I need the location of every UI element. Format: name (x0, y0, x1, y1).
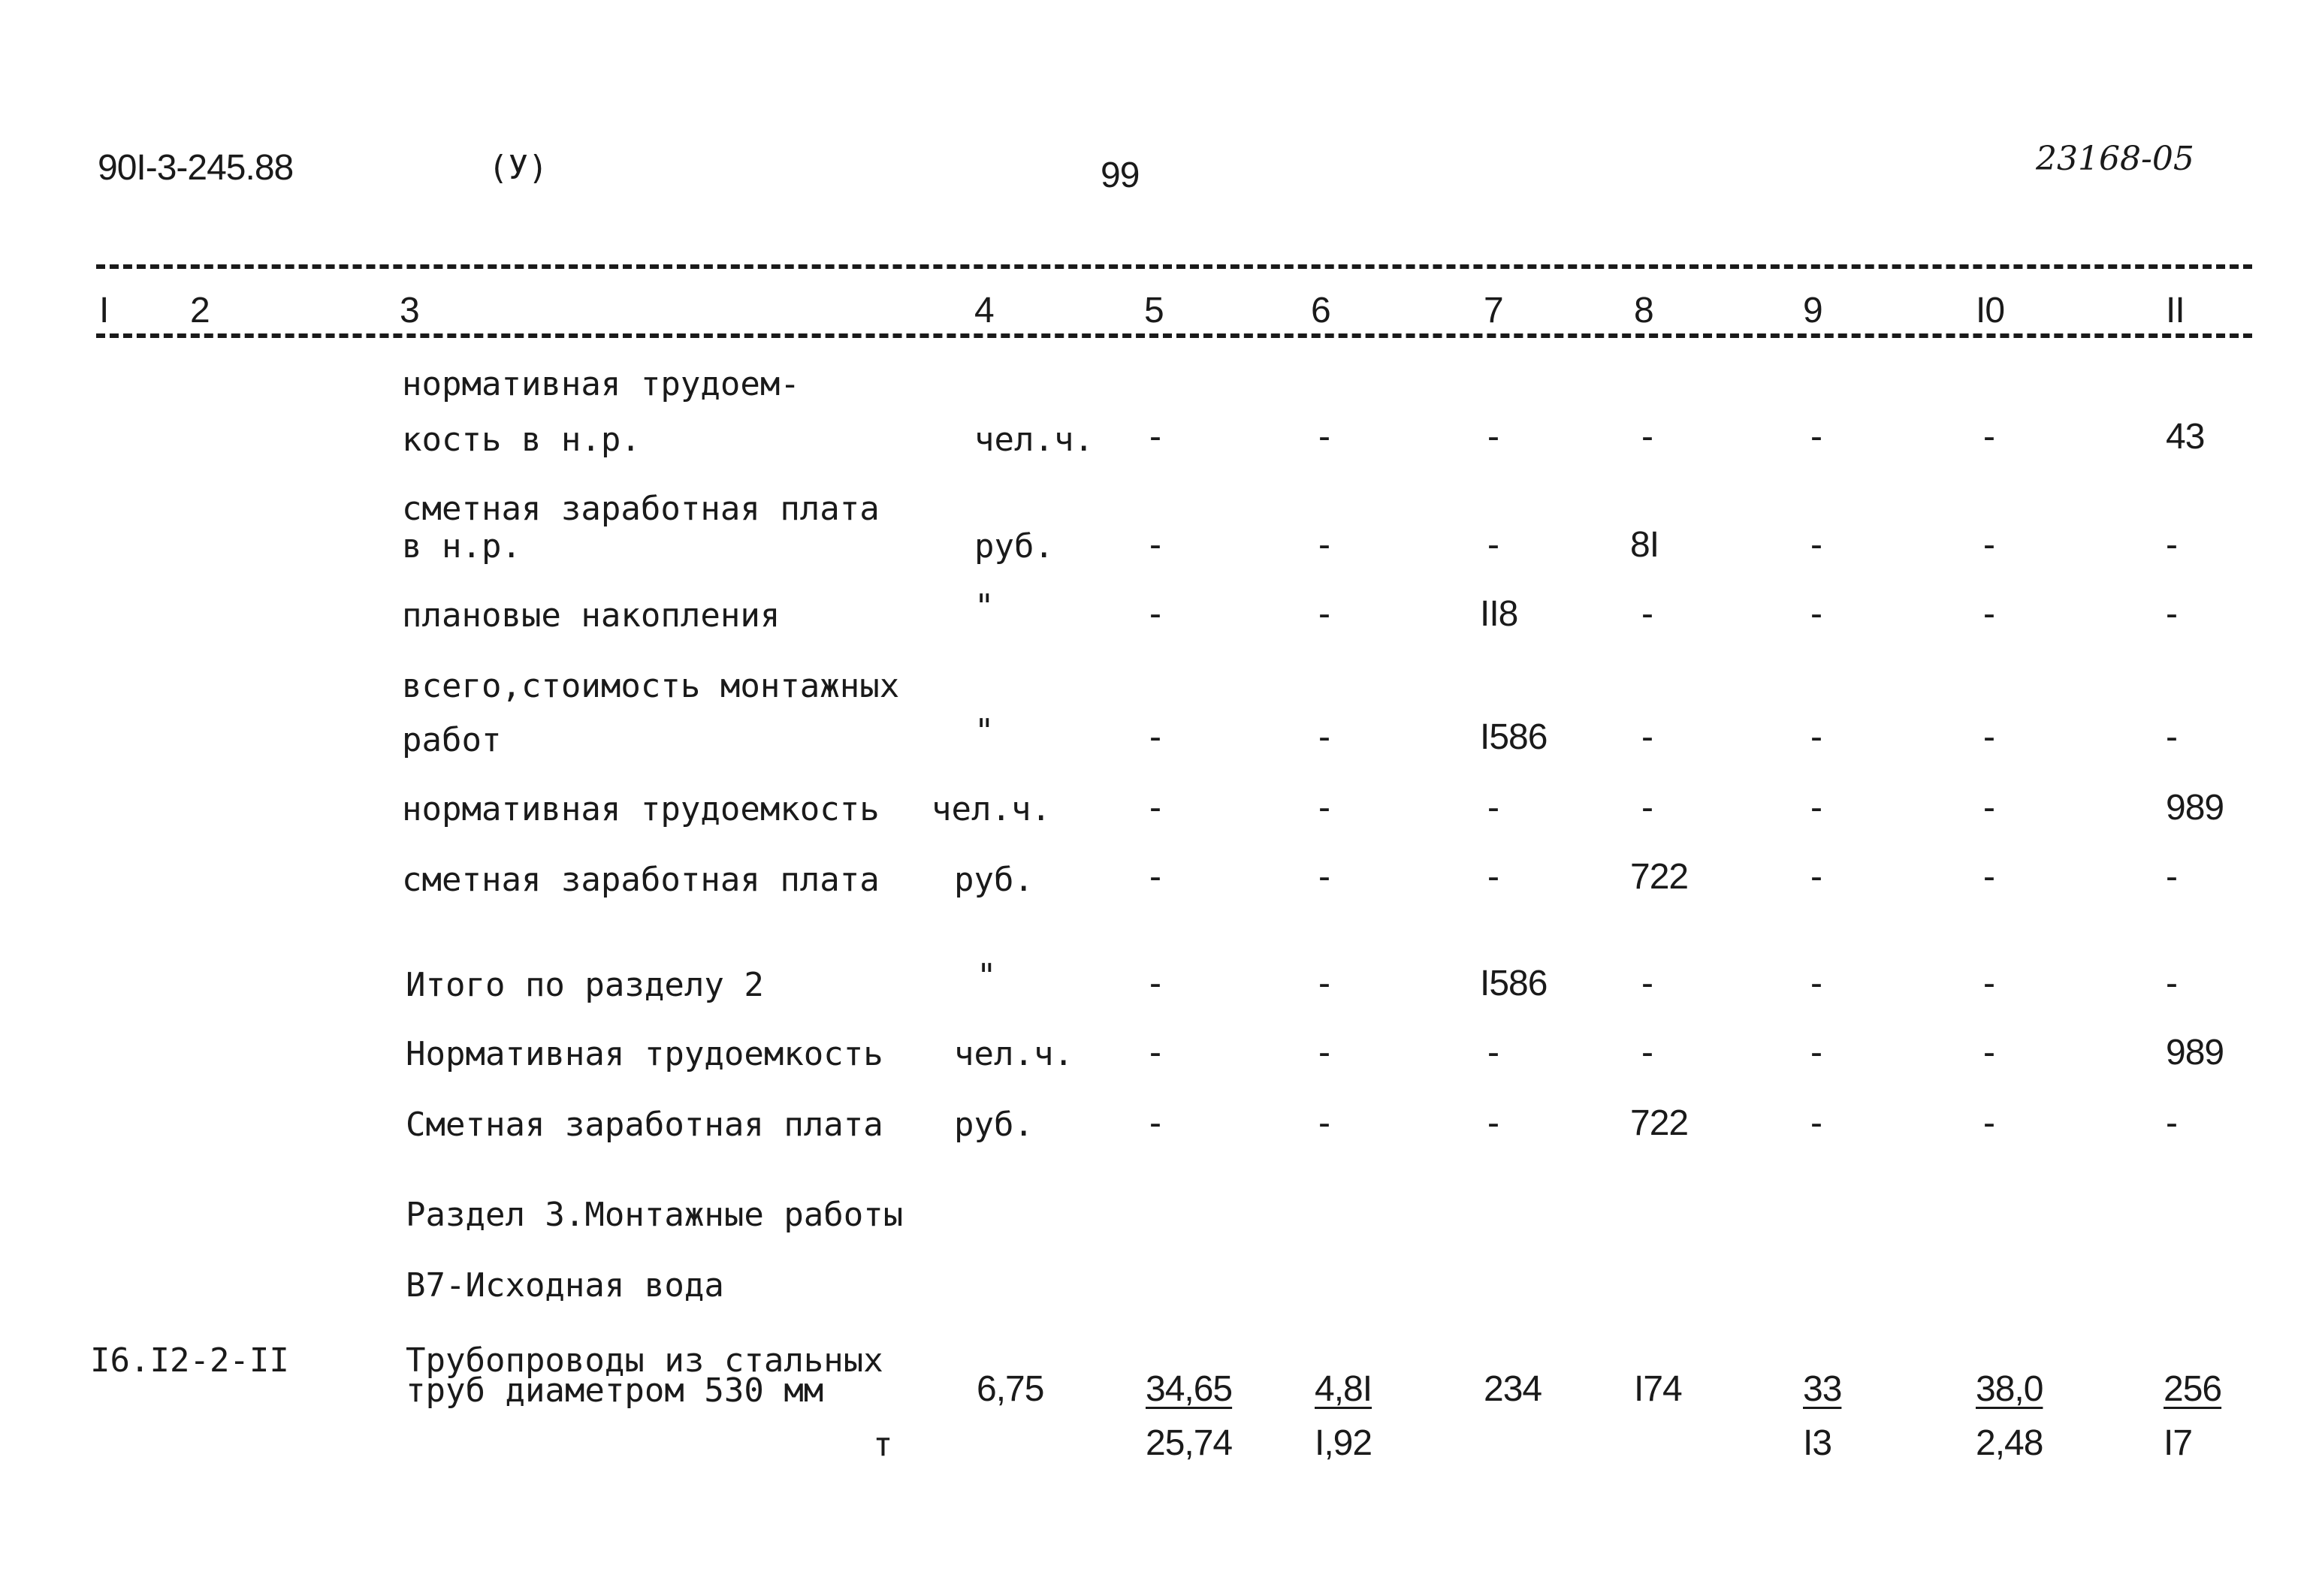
cell-c5: - (1149, 857, 1161, 897)
col-9: 9 (1803, 291, 1822, 330)
rule-bottom (96, 333, 2252, 338)
cell-c6: - (1318, 1033, 1330, 1073)
cell-c6: - (1318, 594, 1330, 634)
cell-c7: - (1487, 1103, 1499, 1143)
row-desc: кость в н.р. (402, 421, 641, 459)
page-number: 99 (1101, 155, 1140, 195)
cell-c9: - (1810, 964, 1822, 1003)
cell-c7: - (1487, 417, 1499, 457)
item-c11-top: 256 (2164, 1369, 2222, 1409)
row-desc: плановые накопления (402, 596, 781, 635)
cell-c5: - (1149, 1103, 1161, 1143)
cell-c7: - (1487, 525, 1499, 565)
cell-c9: - (1810, 417, 1822, 457)
cell-c5: - (1149, 788, 1161, 828)
rule-top (96, 264, 2252, 269)
cell-c5: - (1149, 525, 1161, 565)
col-10: I0 (1976, 291, 2005, 330)
col-4: 4 (974, 291, 994, 330)
item-c8: I74 (1634, 1369, 1682, 1409)
col-1: I (99, 291, 109, 330)
cell-c10: - (1983, 788, 1994, 828)
item-c6-bottom: I,92 (1315, 1423, 1372, 1463)
item-c11-bottom: I7 (2164, 1423, 2193, 1463)
cell-c8: - (1641, 717, 1653, 757)
cell-c5: - (1149, 417, 1161, 457)
cell-c9: - (1810, 788, 1822, 828)
cell-c7: - (1487, 788, 1499, 828)
cell-c7: I586 (1480, 964, 1548, 1003)
cell-c5: - (1149, 1033, 1161, 1073)
cell-c11: - (2166, 1103, 2177, 1143)
section-title: Раздел 3.Монтажные работы (406, 1196, 904, 1234)
cell-c9: - (1810, 857, 1822, 897)
cell-c8: 722 (1630, 1103, 1689, 1143)
cell-c7: - (1487, 1033, 1499, 1073)
col-7: 7 (1484, 291, 1503, 330)
row-desc: работ (402, 721, 502, 759)
cell-c5: - (1149, 594, 1161, 634)
row-desc: в н.р. (402, 527, 521, 566)
item-c9-top: 33 (1803, 1369, 1842, 1409)
row-desc: всего,стоимость монтажных (402, 667, 900, 705)
row-unit: " (974, 587, 995, 626)
section-subtitle: В7-Исходная вода (406, 1266, 724, 1305)
cell-c11: 43 (2166, 417, 2205, 457)
row-unit: руб. (954, 861, 1034, 899)
item-code: I6.I2-2-II (90, 1341, 289, 1380)
row-desc: Итого по разделу 2 (406, 966, 764, 1004)
col-8: 8 (1634, 291, 1653, 330)
cell-c8: - (1641, 1033, 1653, 1073)
cell-c7: II8 (1480, 594, 1518, 634)
row-unit: " (974, 712, 995, 750)
cell-c11: - (2166, 525, 2177, 565)
col-5: 5 (1144, 291, 1164, 330)
archive-stamp: 23168-05 (2036, 140, 2194, 178)
cell-c10: - (1983, 717, 1994, 757)
cell-c10: - (1983, 525, 1994, 565)
cell-c8: - (1641, 594, 1653, 634)
row-desc: сметная заработная плата (402, 861, 880, 899)
cell-c9: - (1810, 717, 1822, 757)
row-desc: нормативная трудоемкость (402, 790, 880, 828)
col-2: 2 (190, 291, 210, 330)
cell-c11: - (2166, 964, 2177, 1003)
cell-c6: - (1318, 964, 1330, 1003)
cell-c7: I586 (1480, 717, 1548, 757)
cell-c8: - (1641, 417, 1653, 457)
cell-c9: - (1810, 525, 1822, 565)
item-c10-bottom: 2,48 (1976, 1423, 2043, 1463)
row-desc: Сметная заработная плата (406, 1106, 883, 1144)
cell-c11: - (2166, 717, 2177, 757)
cell-c6: - (1318, 788, 1330, 828)
item-unit: т (873, 1426, 893, 1464)
cell-c11: 989 (2166, 788, 2224, 828)
cell-c11: - (2166, 857, 2177, 897)
item-c5-bottom: 25,74 (1146, 1423, 1233, 1463)
row-unit: чел.ч. (974, 421, 1094, 459)
cell-c8: 8I (1630, 525, 1659, 565)
row-unit: руб. (954, 1106, 1034, 1144)
cell-c9: - (1810, 1033, 1822, 1073)
cell-c5: - (1149, 717, 1161, 757)
cell-c6: - (1318, 525, 1330, 565)
doc-code: 90I-3-245.88 (98, 148, 294, 188)
cell-c10: - (1983, 594, 1994, 634)
cell-c9: - (1810, 594, 1822, 634)
item-qty: 6,75 (977, 1369, 1044, 1409)
cell-c8: - (1641, 788, 1653, 828)
cell-c6: - (1318, 717, 1330, 757)
cell-c10: - (1983, 857, 1994, 897)
cell-c11: - (2166, 594, 2177, 634)
col-6: 6 (1311, 291, 1330, 330)
cell-c7: - (1487, 857, 1499, 897)
row-unit: руб. (974, 527, 1054, 566)
cell-c8: - (1641, 964, 1653, 1003)
cell-c11: 989 (2166, 1033, 2224, 1073)
item-c7: 234 (1484, 1369, 1542, 1409)
cell-c6: - (1318, 1103, 1330, 1143)
row-unit: " (977, 957, 997, 995)
cell-c10: - (1983, 1033, 1994, 1073)
item-desc: труб диаметром 530 мм (406, 1371, 824, 1410)
row-unit: чел.ч. (932, 790, 1051, 828)
cell-c5: - (1149, 964, 1161, 1003)
cell-c8: 722 (1630, 857, 1689, 897)
item-c9-bottom: I3 (1803, 1423, 1832, 1463)
row-desc: нормативная трудоем- (402, 365, 800, 403)
item-desc: Трубопроводы из стальных (406, 1341, 883, 1380)
item-c6-top: 4,8I (1315, 1369, 1372, 1409)
doc-variant: (У) (488, 149, 548, 187)
cell-c6: - (1318, 857, 1330, 897)
row-unit: чел.ч. (954, 1035, 1073, 1073)
row-desc: сметная заработная плата (402, 490, 880, 528)
cell-c9: - (1810, 1103, 1822, 1143)
item-c5-top: 34,65 (1146, 1369, 1233, 1409)
cell-c10: - (1983, 1103, 1994, 1143)
col-11: II (2166, 291, 2185, 330)
col-3: 3 (400, 291, 419, 330)
cell-c6: - (1318, 417, 1330, 457)
cell-c10: - (1983, 964, 1994, 1003)
cell-c10: - (1983, 417, 1994, 457)
row-desc: Нормативная трудоемкость (406, 1035, 883, 1073)
item-c10-top: 38,0 (1976, 1369, 2043, 1409)
